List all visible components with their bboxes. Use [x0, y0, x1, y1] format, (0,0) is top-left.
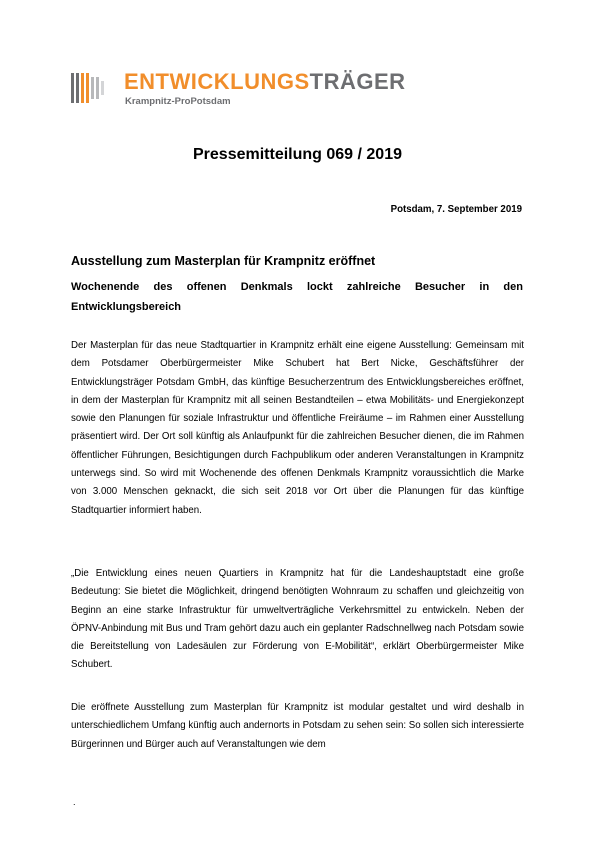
document-title: Pressemitteilung 069 / 2019: [193, 146, 402, 163]
footer-mark: .: [73, 797, 76, 807]
company-logo: [71, 69, 406, 109]
body-paragraph-1: Der Masterplan für das neue Stadtquartier in Krampnitz erhält eine eigene Ausstellung: Gemeinsam mit dem Potsdamer Oberbürgermeister Mike Schubert hat Bert Nicke, Geschäftsführer der Entwicklungsträger Potsdam GmbH, das künftige Besucherzentrum des Entwicklungsbereiches eröffnet, in dem der Masterplan für Krampnitz mit all seinen Bestandteilen – etwa Mobilitäts- und Energiekonzept sowie den Planungen für soziale Infrastruktur und öffentliche Freiräume – im Rahmen einer Ausstellung präsentiert wird. Der Ort soll künftig als Anlaufpunkt für die zahlreichen Besucher dienen, die im Rahmen öffentlicher Führungen, Besichtigungen durch Fachpublikum oder anderen Veranstaltungen in Krampnitz unterwegs sind. So wird mit Wochenende des offenen Denkmals Krampnitz voraussichtlich die Marke von 3.000 Menschen geknackt, die sich seit 2018 vor Ort über die Planungen für das künftige Stadtquartier informiert haben.: [71, 340, 524, 516]
body-paragraph-3: Die eröffnete Ausstellung zum Masterplan für Krampnitz ist modular gestaltet und wird deshalb in unterschiedlichem Umfang künftig auch andernorts in Potsdam zu sehen sein: So sollen sich interessierte Bürgerinnen und Bürger auch auf Veranstaltungen wie dem: [71, 702, 524, 750]
logo-wordmark: ENTWICKLUNGSTRÄGER: [124, 69, 406, 94]
dateline: Potsdam, 7. September 2019: [390, 204, 522, 215]
subheadline: Wochenende des offenen Denkmals lockt zahlreiche Besucher in den Entwicklungsbereich: [71, 281, 523, 313]
logo-bars-icon: [71, 71, 105, 105]
headline: Ausstellung zum Masterplan für Krampnitz eröffnet: [71, 254, 376, 268]
body-paragraph-2: „Die Entwicklung eines neuen Quartiers in Krampnitz hat für die Landeshauptstadt eine große Bedeutung: Sie bietet die Möglichkeit, dringend benötigten Wohnraum zu schaffen und gleichzeitig von Beginn an eine starke Infrastruktur für umweltverträgliche Verkehrsmittel zu entwickeln. Neben der ÖPNV-Anbindung mit Bus und Tram gehört dazu auch ein geplanter Radschnellweg nach Potsdam sowie die Bereitstellung von Ladesäulen zur Förderung von E-Mobilität“, erklärt Oberbürgermeister Mike Schubert.: [71, 568, 524, 671]
logo-tagline: Krampnitz-ProPotsdam: [125, 96, 231, 107]
